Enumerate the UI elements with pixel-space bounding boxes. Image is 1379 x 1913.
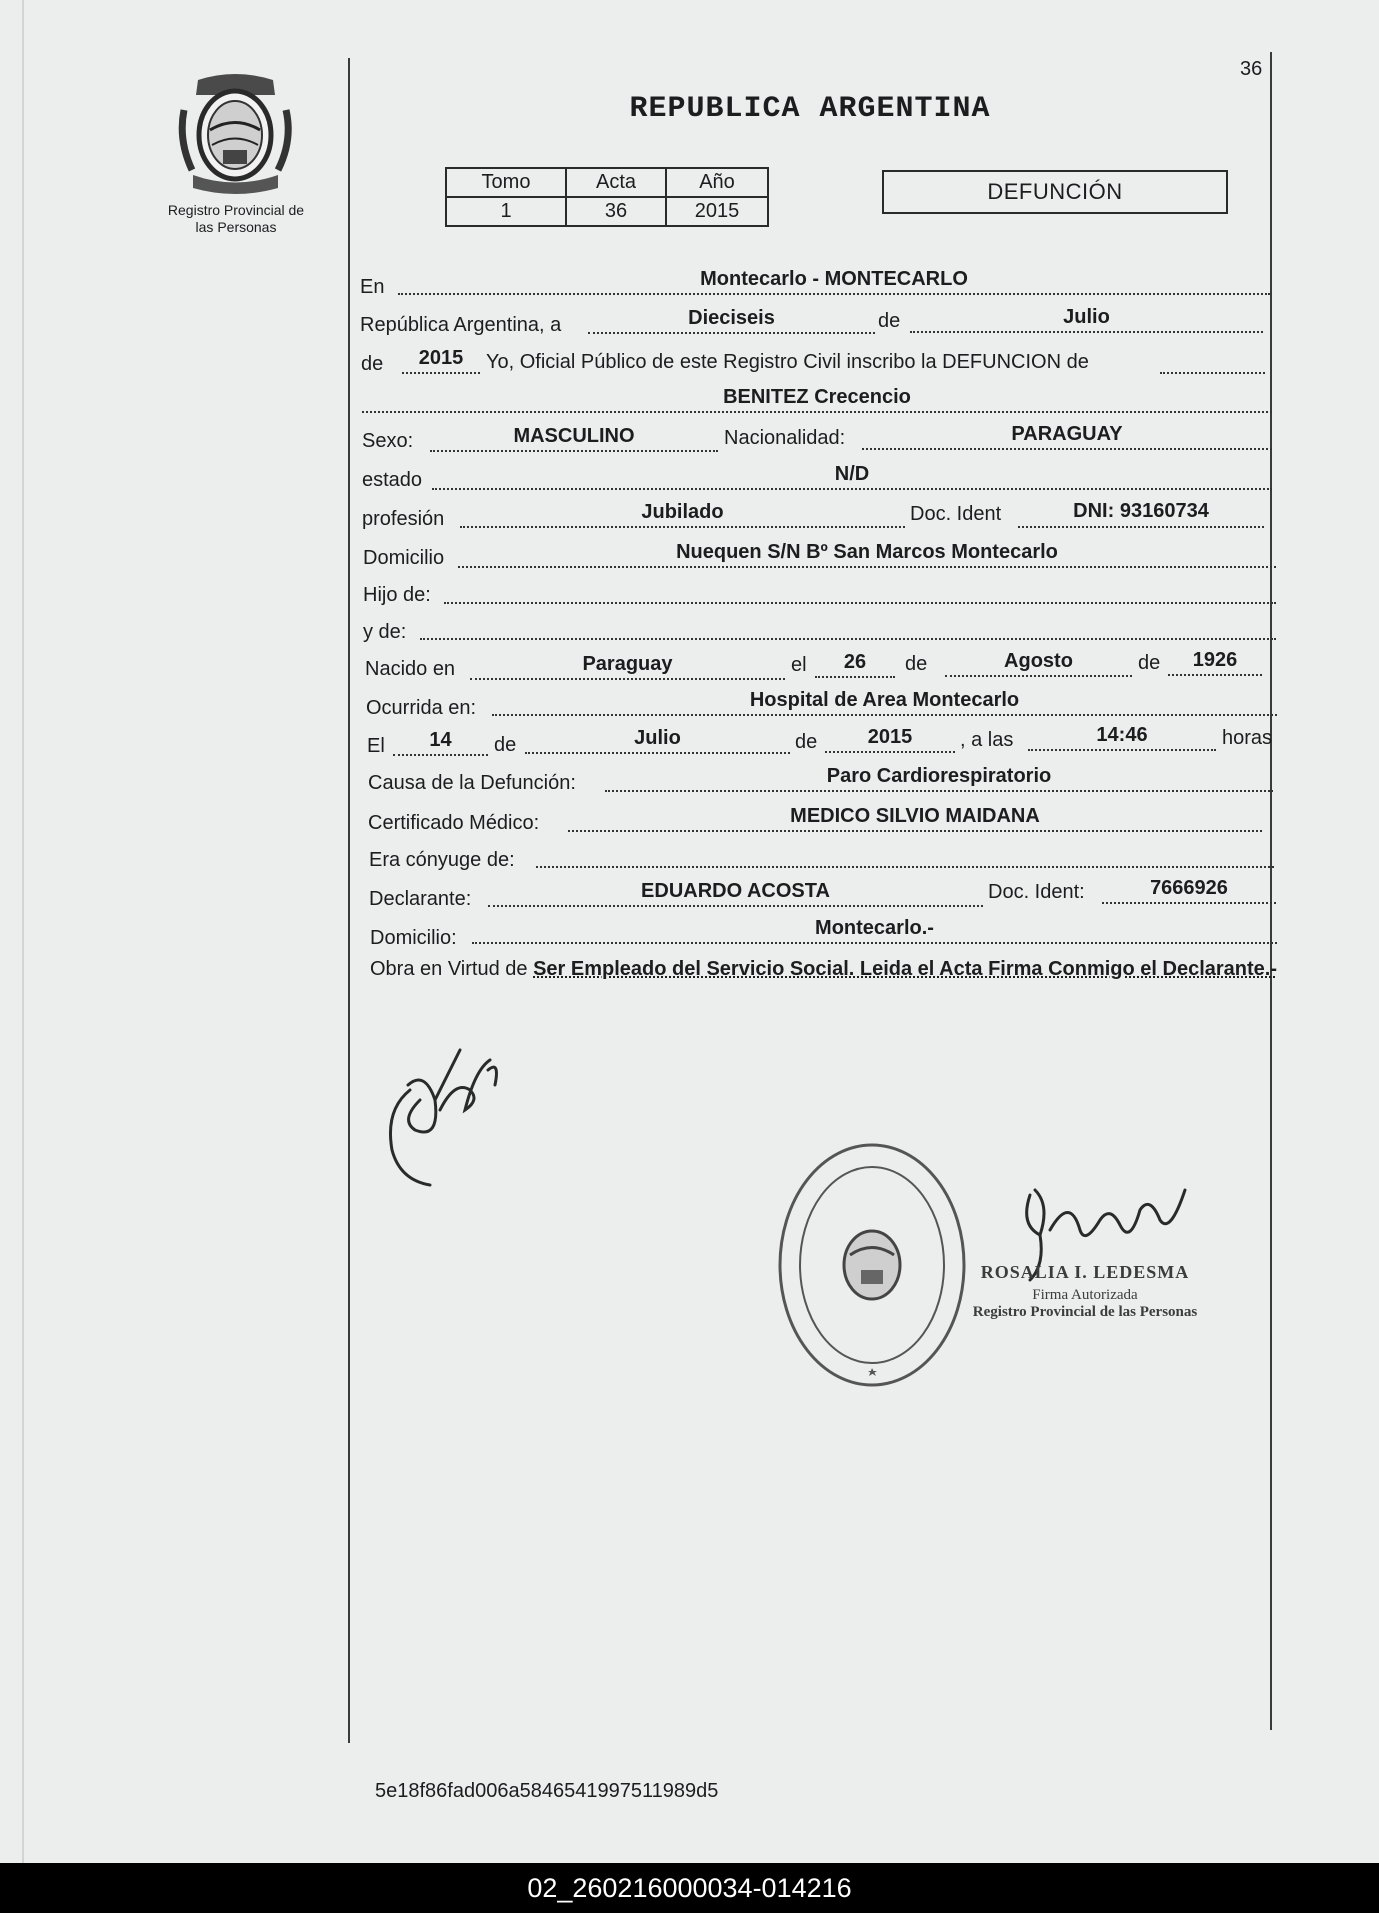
page-number: 36 <box>1240 58 1263 80</box>
causa-label: Causa de la Defunción: <box>368 772 576 794</box>
en-value: Montecarlo - MONTECARLO <box>700 268 968 290</box>
el-label: el <box>791 654 807 676</box>
def-hora-value: 14:46 <box>1096 724 1148 746</box>
domicilio2-label: Domicilio: <box>370 927 457 949</box>
declarante-value: EDUARDO ACOSTA <box>641 880 830 902</box>
de4-label: de <box>1138 652 1161 674</box>
doc-label: Doc. Ident <box>910 503 1002 525</box>
declarant-signature <box>380 1030 510 1200</box>
de2-label: de <box>361 353 384 375</box>
acta-header: Acta <box>566 168 666 197</box>
acta-value: 36 <box>566 197 666 226</box>
profesion-label: profesión <box>362 508 445 530</box>
conyuge-line <box>536 848 1274 868</box>
document-title: REPUBLICA ARGENTINA <box>629 92 991 126</box>
obra-value: Ser Empleado del Servicio Social. Leida el Acta Firma Conmigo el Declarante.- <box>533 958 1278 980</box>
official-block <box>955 1262 1215 1321</box>
obra-paragraph <box>370 955 1280 983</box>
nac-mes-value: Agosto <box>1004 650 1073 672</box>
de3-label: de <box>905 653 928 675</box>
nombre-value: BENITEZ Crecencio <box>723 386 911 408</box>
footer-id-bar <box>0 1863 1379 1913</box>
yde-label: y de: <box>363 621 407 643</box>
sexo-label: Sexo: <box>362 430 414 452</box>
oficial-line <box>1160 354 1265 374</box>
official-stamp <box>775 1140 970 1390</box>
estado-value: N/D <box>834 463 870 485</box>
obra-label: Obra en Virtud de <box>370 958 528 980</box>
mes-value: Julio <box>1063 306 1110 328</box>
de5-label: de <box>494 734 517 756</box>
certificado-value: MEDICO SILVIO MAIDANA <box>790 805 1040 827</box>
sexo-value: MASCULINO <box>513 425 635 447</box>
document-type-box: DEFUNCIÓN <box>882 170 1228 214</box>
def-dia-value: 14 <box>429 729 452 751</box>
causa-value: Paro Cardiorespiratorio <box>826 765 1052 787</box>
alas-label: , a las <box>960 729 1014 751</box>
hijo-line <box>444 584 1276 604</box>
oficial-text: Yo, Oficial Público de este Registro Civil inscribo la DEFUNCION de <box>486 351 1089 373</box>
nacionalidad-value: PARAGUAY <box>1011 423 1123 445</box>
de-label: de <box>878 310 901 332</box>
en-label: En <box>360 276 385 298</box>
ocurrida-value: Hospital de Area Montecarlo <box>749 689 1020 711</box>
left-margin-line <box>348 58 350 1743</box>
official-name: ROSALIA I. LEDESMA <box>980 1262 1190 1282</box>
nac-anio-value: 1926 <box>1192 649 1238 671</box>
anio-value: 2015 <box>418 347 464 369</box>
def-anio-value: 2015 <box>867 726 913 748</box>
registry-caption: Registro Provincial de las Personas <box>167 202 305 235</box>
certificado-label: Certificado Médico: <box>368 812 540 834</box>
de6-label: de <box>795 731 818 753</box>
conyuge-label: Era cónyuge de: <box>369 849 515 871</box>
ocurrida-label: Ocurrida en: <box>366 697 477 719</box>
official-role: Firma Autorizada <box>1032 1287 1138 1303</box>
horas-label: horas <box>1222 727 1273 749</box>
nacido-value: Paraguay <box>582 653 673 675</box>
republica-label: República Argentina, a <box>360 314 562 336</box>
estado-label: estado <box>362 469 423 491</box>
document-hash: 5e18f86fad006a5846541997511989d5 <box>375 1780 719 1802</box>
anio-header: Año <box>666 168 768 197</box>
tomo-value: 1 <box>446 197 566 226</box>
misiones-emblem-logo <box>178 70 293 195</box>
footer-id: 02_260216000034-014216 <box>527 1873 852 1903</box>
hijo-label: Hijo de: <box>363 584 431 606</box>
page-edge <box>22 0 24 1863</box>
domicilio2-value: Montecarlo.- <box>815 917 934 939</box>
el2-label: El <box>367 735 385 757</box>
def-mes-value: Julio <box>634 727 681 749</box>
nacionalidad-label: Nacionalidad: <box>724 427 846 449</box>
doc2-value: 7666926 <box>1150 877 1228 899</box>
yde-line <box>420 620 1276 640</box>
doc-value: DNI: 93160734 <box>1073 500 1209 522</box>
nac-dia-value: 26 <box>843 651 867 673</box>
declarante-label: Declarante: <box>369 888 472 910</box>
dia-value: Dieciseis <box>688 307 775 329</box>
doc2-label: Doc. Ident: <box>988 881 1085 903</box>
reference-table <box>445 167 769 227</box>
domicilio-label: Domicilio <box>363 547 445 569</box>
official-office: Registro Provincial de las Personas <box>972 1304 1198 1320</box>
anio-value: 2015 <box>666 197 768 226</box>
nacido-label: Nacido en <box>365 658 456 680</box>
domicilio-value: Nuequen S/N Bº San Marcos Montecarlo <box>676 541 1058 563</box>
tomo-header: Tomo <box>446 168 566 197</box>
profesion-value: Jubilado <box>641 501 724 523</box>
